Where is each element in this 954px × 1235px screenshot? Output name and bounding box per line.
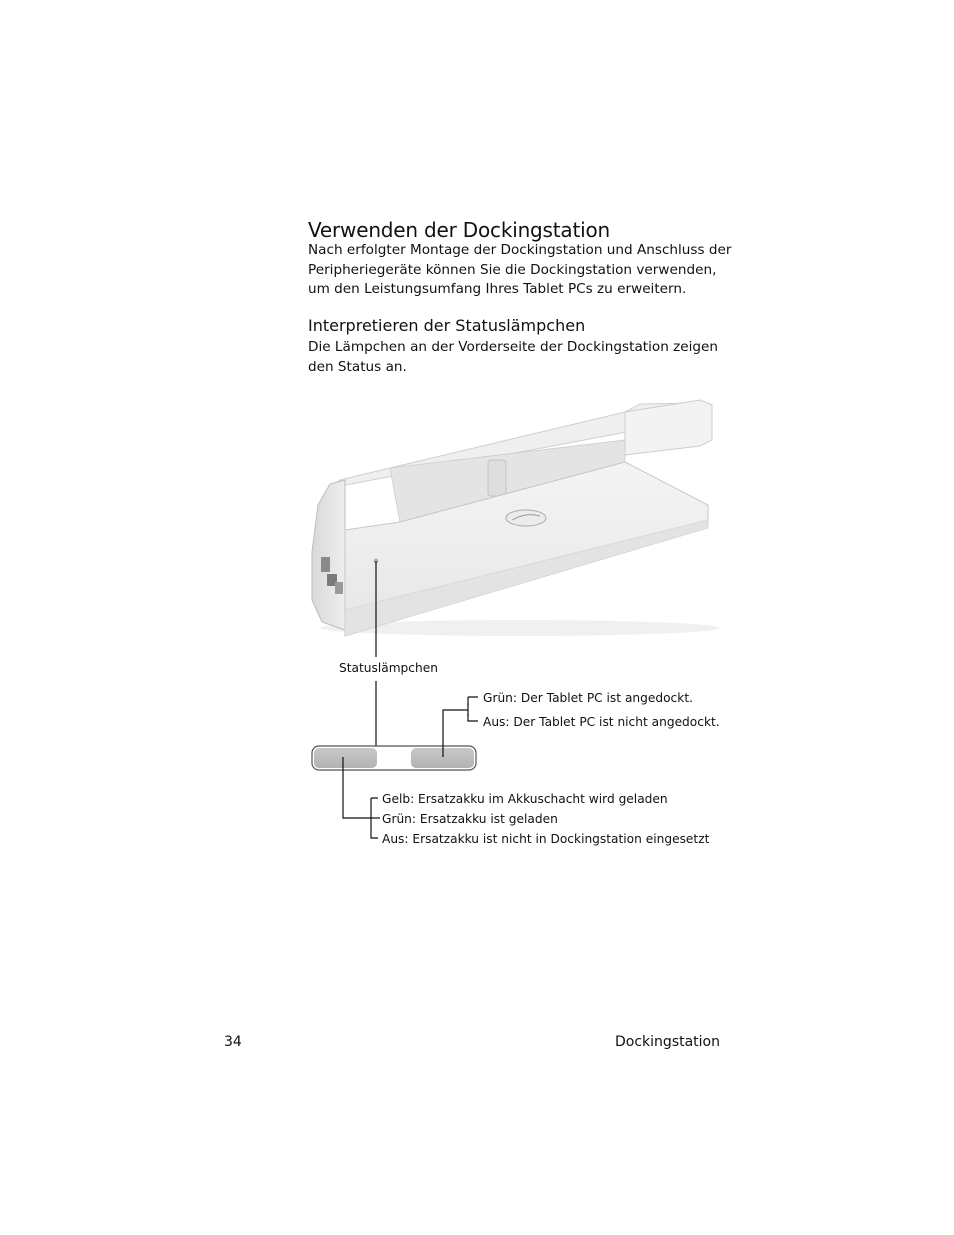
battery-light-green-text: Grün: Ersatzakku ist geladen	[382, 812, 558, 826]
dock-light-callouts	[443, 691, 720, 757]
section-intro: Nach erfolgter Montage der Dockingstation und Anschluss der Peripheriegeräte können Sie die Dockingstation verwenden, um den Leistungsumfang Ihres Tablet PCs zu erweitern.	[308, 242, 732, 297]
battery-light-yellow-text: Gelb: Ersatzakku im Akkuschacht wird geladen	[382, 792, 668, 806]
dock-light-off-text: Aus: Der Tablet PC ist nicht angedockt.	[483, 715, 720, 729]
page-number: 34	[224, 1034, 242, 1050]
battery-status-light	[314, 748, 377, 768]
subsection-intro: Die Lämpchen an der Vorderseite der Dockingstation zeigen den Status an.	[308, 339, 719, 375]
docking-station-photo	[312, 400, 720, 636]
chapter-title: Dockingstation	[615, 1034, 720, 1050]
battery-light-off-text: Aus: Ersatzakku ist nicht in Dockingstation eingesetzt	[382, 832, 710, 846]
subsection-title: Interpretieren der Statuslämpchen	[308, 316, 586, 335]
section-title: Verwenden der Dockingstation	[308, 218, 610, 242]
dock-light-green-text: Grün: Der Tablet PC ist angedockt.	[483, 691, 693, 705]
status-label: Statuslämpchen	[339, 661, 438, 675]
status-light-panel	[312, 746, 476, 770]
